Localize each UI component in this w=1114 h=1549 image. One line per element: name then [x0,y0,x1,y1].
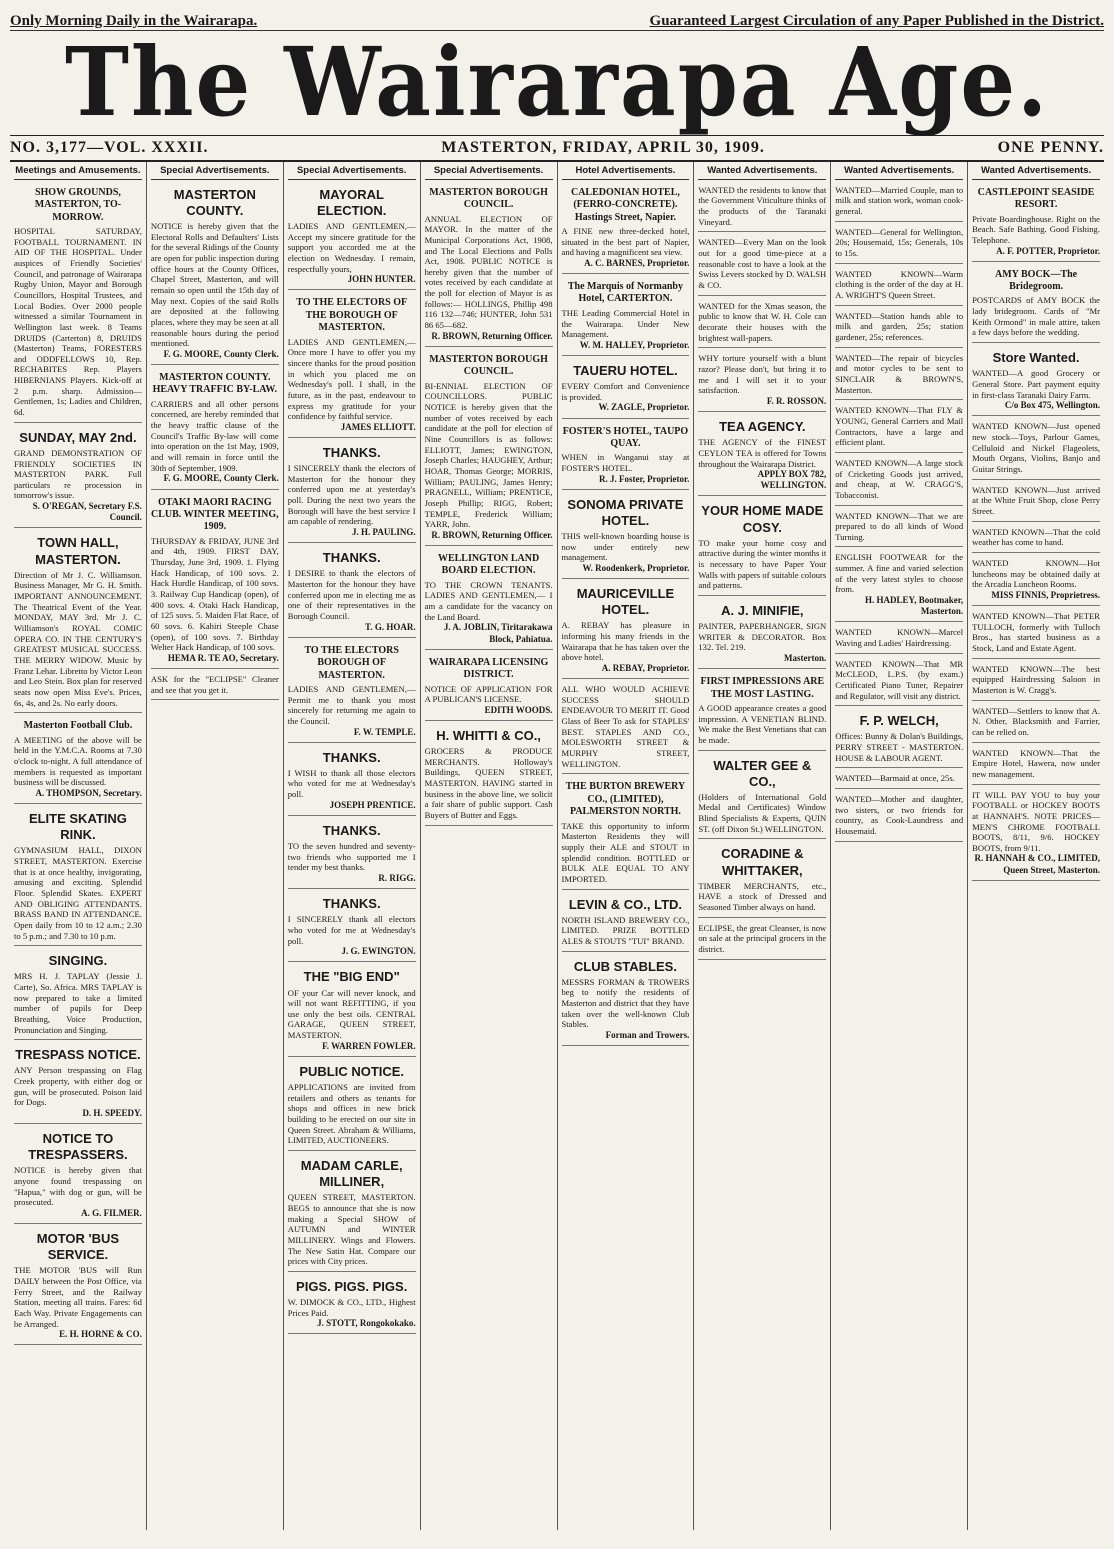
advertisement [835,657,963,707]
advertisement [288,965,416,1057]
advertisement [698,235,826,295]
advertisement-body: GROCERS & PRODUCE MERCHANTS. Holloway's Buildings, QUEEN STREET, MASTERTON. HAVING started in business in the above line, we solicit a fair share of public support. Cash Buyers of Butter and Eggs. [424,746,553,821]
advertisement-title: F. P. WELCH, [859,713,939,729]
advertisement-signature: A. THOMPSON, Secretary. [35,787,142,798]
advertisement-body: A GOOD appearance creates a good impression. A VENETIAN BLIND. We make the Best Venetians that can be made. [698,702,827,745]
advertisement [698,299,826,349]
advertisement-body: TO THE CROWN TENANTS. LADIES AND GENTLEMEN,— I am a candidate for the vacancy on the Land Board. [424,579,553,622]
advertisement-body: ASK for the "ECLIPSE" Cleaner and see that you get it. [150,674,279,695]
advertisement-body: WANTED—General for Wellington, 20s; Housemaid, 15s; Generals, 10s to 15s. [835,226,964,259]
advertisement [562,777,690,889]
advertisement [288,641,416,743]
advertisement-body: WANTED KNOWN—That the cold weather has come to hand. [972,526,1100,548]
advertisement-body: QUEEN STREET, MASTERTON. BEGS to announce that she is now making a Special SHOW of AUTUMN and WINTER MILLINERY. Wings and Flowers. The New Satin Hat. Compare our prices with City prices. [287,1192,416,1267]
advertisement-body: WANTED the residents to know that the Government Viticulture thinks of the products of the Taranaki Vineyard. [698,184,827,227]
advertisement-signature: HEMA R. TE AO, Secretary. [167,652,279,663]
advertisement-signature: W. ZAGLE, Proprietor. [598,402,690,413]
column-heading: Special Advertisements. [288,165,416,180]
advertisement-signature: R. HANNAH & CO., LIMITED, Queen Street, Masterton. [974,853,1100,875]
column-heading: Wanted Advertisements. [835,165,963,180]
column-8 [968,162,1104,1530]
advertisement-signature: F. R. ROSSON. [766,395,827,406]
advertisement [425,653,553,721]
tagline-left: Only Morning Daily in the Wairarapa. [10,13,258,29]
advertisement-signature: H. HADLEY, Bootmaker, Masterton. [865,595,964,617]
advertisement-signature: EDITH WOODS. [484,704,553,715]
advertisement [562,955,690,1047]
advertisement-title: WALTER GEE & CO., [713,757,812,789]
advertisement [972,525,1100,553]
advertisement [562,582,690,679]
advertisement-body: WANTED KNOWN—Marcel Waving and Ladies' Hairdressing. [835,627,964,649]
advertisement-body: WANTED—A good Grocery or General Store. Part payment equity in first-class Taranaki Dairy Farm. [972,368,1100,400]
column-heading: Wanted Advertisements. [698,165,826,180]
advertisement-title: TO THE ELECTORS OF THE BOROUGH OF MASTERTON. [296,297,408,334]
advertisement [835,625,963,653]
advertisement-signature: F. G. MOORE, County Clerk. [163,473,279,484]
advertisement-body: NOTICE is hereby given that the Electoral Rolls and Defaulters' Lists for the several Ridings of the County are open for public inspection during office hours at the County Offices, Chapel Street, Masterton, and will remain so open until the 15th day of May next. Copies of the said Rolls are deposited at the following places, where they may be seen at all reasonable hours during the period mentioned. [150,220,279,349]
advertisement [835,309,963,348]
advertisement-title: MASTERTON COUNTY. [173,186,256,218]
advertisement-title: THANKS. [322,749,381,765]
advertisement-body: A MEETING of the above will be held in the Y.M.C.A. Rooms at 7.30 o'clock to-night. A full attendance of members is requested as important business will be discussed. [14,734,142,788]
advertisement-signature: J. G. EWINGTON. [341,946,416,957]
advertisement [288,441,416,543]
advertisement [14,531,142,713]
advertisement [972,346,1100,416]
advertisement-body: BI-ENNIAL ELECTION OF COUNCILLORS. PUBLIC NOTICE is hereby given that the number of votes received by each candidate at the poll for election of Nine Councillors is as follows: ELLIOTT, James; EWINGTON, Joseph Charles; HAUGHEY, Arthur; HOAR, Thomas George; MORRIS, William; PAULING, James Henry; PRAGNELL, William; PRENTICE, Joseph Phillip; RIGG, Robert; TEMPLE, Frederick William; YARR, John. [424,380,553,530]
advertisement-body: GYMNASIUM HALL, DIXON STREET, MASTERTON. Exercise that is at once healthy, invigorating, amusing and exciting. Splendid Floor. Splendid Skates. EXPERT AND OBLIGING ATTENDANTS. BRASS BAND IN ATTENDANCE. Open daily from 10 to 12 a.m.; 2.30 to 5 p.m.; and 7.30 to 10 p.m. [14,845,142,941]
advertisement-body: TO make your home cosy and attractive during the winter months it is necessary to have Paper Your Walls with papers of suitable colours and patterns. [698,537,827,591]
advertisement-body: IT WILL PAY YOU to buy your FOOTBALL or HOCKEY BOOTS at HANNAH'S. NOTE PRICES— MEN'S CHROME FOOTBALL BOOTS, 8/11, 9/6. HOCKEY BOOTS, from 9/11. [972,789,1100,853]
advertisement-signature: D. H. SPEEDY. [82,1107,142,1118]
advertisement-title: THE BURTON BREWERY CO., (LIMITED), PALMERSTON NORTH. [565,781,686,818]
advertisement [698,183,826,233]
advertisement-title: A. J. MINIFIE, [721,602,804,618]
advertisement-body: THURSDAY & FRIDAY, JUNE 3rd and 4th, 1909. FIRST DAY, Thursday, June 3rd, 1909. 1. Flying Hack Handicap, of 100 sovs. 2. Hack Hurdle Handicap, of 100 sovs. 3. Railway Cup Handicap (open), of 400 sovs. 4. Otaki Hack Handicap, of 125 sovs. 5. Maiden Flat Race, of 60 sovs. 6. Kahiri Steeple Chase (open), of 100 sovs. 7. Birthday Welter Hack Handicap, of 100 sovs. [150,535,279,653]
advertisement [562,422,690,490]
advertisement [14,716,142,804]
advertisement [288,746,416,816]
advertisement-signature: F. WARREN FOWLER. [322,1040,416,1051]
advertisement [14,1127,142,1224]
advertisement-signature: MISS FINNIS, Proprietress. [991,589,1100,600]
column-5 [558,162,695,1530]
advertisement [972,788,1100,881]
advertisement-title: MASTERTON COUNTY. HEAVY TRAFFIC BY-LAW. [152,372,277,396]
advertisement [425,549,553,650]
advertisement-title: CLUB STABLES. [573,958,677,974]
advertisement-body: ENGLISH FOOTWEAR for the summer. A fine and varied selection of the very latest styles to choose from. [835,552,964,595]
advertisement-title: TOWN HALL, MASTERTON. [35,535,121,567]
advertisement [425,350,553,546]
column-2 [147,162,284,1530]
advertisement [972,265,1100,343]
advertisement-body: WANTED KNOWN—That PETER TULLOCH, formerly with Tulloch Bros., has started business as a Stock, Land and Estate Agent. [972,611,1100,653]
advertisement-body: (Holders of International Gold Medal and Certificates) Window Blind Specialists & Experts, QUIN ST. (off Dixon St.) WELLINGTON. [698,791,827,834]
advertisement-body: WANTED—Barmaid at once, 25s. [835,773,955,784]
advertisement-body: NOTICE is hereby given that anyone found trespassing on "Hapua," with dog or gun, will be prosecuted. [14,1165,142,1208]
advertisement [972,609,1100,659]
advertisement [698,842,826,917]
advertisement [835,550,963,622]
advertisement-title: NOTICE TO TRESPASSERS. [28,1131,128,1163]
advertisement-body: WANTED KNOWN—The best equipped Hairdressing Saloon in Masterton is W. Cragg's. [972,663,1100,695]
advertisement-signature: Forman and Trowers. [605,1029,690,1040]
advertisement [698,351,826,412]
advertisement-title: WAIRARAPA LICENSING DISTRICT. [428,656,549,681]
column-heading: Meetings and Amusements. [14,165,142,180]
advertisement-body: THIS well-known boarding house is now under entirely new management. [561,531,690,563]
advertisement [835,456,963,506]
advertisement-body: MRS H. J. TAPLAY (Jessie J. Carte), So. Africa. MRS TAPLAY is now prepared to take a limited number of pupils for Deep Breathing, Voice Production, Pronunciation and Singing. [14,971,142,1035]
advertisement-body: WANTED—Settlers to know that A. N. Other, Blacksmith and Farrier, can be relied on. [972,705,1100,737]
advertisement [151,183,279,365]
advertisement [698,599,826,669]
advertisement-title: THANKS. [322,550,381,566]
advertisement-body: LADIES AND GENTLEMEN,— Accept my sincere gratitude for the support you accorded me at the election on Wednesday. I remain, respectfully yours, [287,220,416,274]
advertisement-title: SHOW GROUNDS, MASTERTON, TO-MORROW. [34,186,122,223]
advertisement-body: TO the seven hundred and seventy-two friends who supported me I tender my best thanks. [287,841,416,873]
advertisement-title: THANKS. [322,822,381,838]
advertisement-signature: A. F. POTTER, Proprietor. [996,245,1100,256]
advertisement [288,546,416,638]
advertisement [288,1154,416,1272]
advertisement-title: TEA AGENCY. [719,419,806,435]
advertisement-body: EVERY Comfort and Convenience is provided. [561,381,690,402]
advertisement-title: MAURICEVILLE HOTEL. [576,586,675,618]
dateline: MASTERTON, FRIDAY, APRIL 30, 1909. [441,139,765,156]
advertisement-body: ANY Person trespassing on Flag Creek property, with either dog or gun, will be prosecuted. Poison laid for Dogs. [14,1065,142,1108]
advertisement-title: WELLINGTON LAND BOARD ELECTION. [437,553,540,577]
advertisement [288,892,416,962]
advertisement [562,682,690,774]
advertisement-signature: T. G. HOAR. [365,621,416,632]
advertisement [972,704,1100,743]
advertisement-title: SUNDAY, MAY 2nd. [19,429,137,445]
advertisement-body: APPLICATIONS are invited from retailers and others as tenants for shops and offices in new brick building to be erected on our site in Queen Street. Abraham & Williams, LIMITED, AUCTIONEERS. [287,1082,416,1146]
column-container [10,162,1104,1530]
advertisement-body: WANTED—Mother and daughter, two sisters, or two friends for country, as Cook-Laundress and Housemaid. [835,794,964,837]
column-heading: Wanted Advertisements. [972,165,1100,180]
advertisement-title: The Marquis of Normanby Hotel, CARTERTON. [567,281,683,305]
advertisement [288,293,416,438]
advertisement-signature: R. RIGG. [378,873,416,884]
advertisement [14,807,142,946]
advertisement [835,771,963,789]
advertisement-signature: R. J. Foster, Proprietor. [598,473,690,484]
advertisement-body: WANTED KNOWN—That we are prepared to do all kinds of Wood Turning. [835,510,964,542]
advertisement [562,277,690,356]
advertisement [698,672,826,750]
advertisement-signature: R. BROWN, Returning Officer. [431,330,553,341]
advertisement-signature: JOSEPH PRENTICE. [329,799,416,810]
advertisement [835,709,963,768]
advertisement-title: THANKS. [322,896,381,912]
advertisement-signature: E. H. HORNE & CO. [59,1329,142,1340]
column-7 [831,162,968,1530]
advertisement [835,267,963,306]
advertisement-body: Offices: Bunny & Dolan's Buildings, PERRY STREET - MASTERTON. HOUSE & LABOUR AGENT. [835,731,964,763]
advertisement-signature: J. H. PAULING. [352,527,416,538]
advertisement [835,351,963,401]
advertisement-body: W. DIMOCK & CO., LTD., Highest Prices Paid. [287,1296,416,1318]
advertisement [698,754,826,840]
advertisement [288,1060,416,1151]
advertisement-signature: JOHN HUNTER. [347,274,416,285]
advertisement-signature: A. C. BARNES, Proprietor. [584,257,690,268]
advertisement [972,746,1100,785]
advertisement [698,499,826,596]
advertisement-body: WHY torture yourself with a blunt razor? Please don't, but bring it to me and I will set it to your satisfaction. [698,353,827,396]
advertisement-body: MESSRS FORMAN & TROWERS beg to notify the residents of Masterton and district that they have taken over the well-known Club Stables. [561,976,690,1030]
advertisement-signature: C/o Box 475, Wellington. [1004,400,1100,411]
advertisement [425,724,553,826]
advertisement-body: WANTED KNOWN—That FLY & YOUNG, General Carriers and Mail Contractors, have a large and efficient plant. [835,405,964,448]
advertisement-signature: S. O'REGAN, Secretary F.S. Council. [32,501,142,523]
advertisement [151,493,279,670]
advertisement-title: Masterton Football Club. [23,720,133,732]
advertisement-body: WANTED—Married Couple, man to milk and station work, woman cook-general. [835,184,964,217]
advertisement [972,556,1100,606]
advertisement-title: H. WHITTI & CO., [436,728,541,744]
advertisement-body: ECLIPSE, the great Cleanser, is now on sale at the principal grocers in the district. [698,922,827,954]
advertisement-body: PAINTER, PAPERHANGER, SIGN WRITER & DECORATOR. Box 132. Tel. 219. [698,621,827,653]
advertisement-body: THE Leading Commercial Hotel in the Wairarapa. Under New Management. [561,307,690,340]
advertisement [562,493,690,579]
advertisement [698,921,826,960]
newspaper-page [10,4,1104,1539]
advertisement-signature: A. G. FILMER. [81,1207,142,1218]
advertisement-body: WANTED KNOWN—A large stock of Cricketing Goods just arrived, and cheap, at W. CRAGG'S, Tobacconist. [835,457,964,500]
advertisement [151,368,279,490]
advertisement [288,819,416,889]
advertisement-body: WANTED KNOWN—That the Empire Hotel, Hawera, now under new management. [972,747,1100,779]
advertisement [835,792,963,842]
advertisement-signature: A. REBAY, Proprietor. [601,662,690,673]
advertisement-body: TIMBER MERCHANTS, etc., HAVE a stock of Dressed and Seasoned Timber always on hand. [698,880,827,912]
advertisement-title: CORADINE & WHITTAKER, [721,846,804,878]
advertisement [835,225,963,264]
advertisement-body: WANTED KNOWN—That MR McCLEOD, L.P.S. (by exam.) Certificated Piano Tuner, Repairer and Regulator, will visit any district. [835,658,964,701]
advertisement-body: WHEN in Wanganui stay at FOSTER'S HOTEL. [561,452,690,473]
column-3 [284,162,421,1530]
advertisement-body: THE AGENCY of the FINEST CEYLON TEA is offered for Towns throughout the Wairarapa District. [698,437,827,469]
issue-row [10,136,1104,162]
advertisement-body: WANTED KNOWN—Just opened new stock—Toys, Parlour Games, Celluloid and Nickel Flageolets, Mouth Organs, Violins, Banjo and Guitar Strings. [972,421,1100,474]
tagline-right: Guaranteed Largest Circulation of any Paper Published in the District. [649,13,1104,29]
advertisement-body: I SINCERELY thank the electors of Masterton for the honour they conferred upon me at yesterday's poll. During the next two years the Borough will have the best service I am capable of rendering. [287,463,416,527]
advertisement-body: WANTED KNOWN—Hot luncheons may be obtained daily at the Arcadia Luncheon Rooms. [972,557,1100,590]
advertisement-title: SONOMA PRIVATE HOTEL. [567,496,684,528]
issue-number: NO. 3,177—VOL. XXXII. [10,139,209,156]
advertisement-signature: F. G. MOORE, County Clerk. [163,348,279,359]
advertisement [14,426,142,529]
advertisement-body: A. REBAY has pleasure in informing his many friends in the Wairarapa that he has taken over the above hotel. [561,620,690,663]
masthead [10,26,1104,138]
advertisement-title: THE "BIG END" [303,969,400,985]
advertisement-title: LEVIN & CO., LTD. [568,896,683,912]
advertisement-title: CALEDONIAN HOTEL, (FERRO-CONCRETE). Hastings Street, Napier. [570,186,680,223]
advertisement-title: YOUR HOME MADE COSY. [701,503,824,535]
advertisement [562,183,690,274]
advertisement-body: ANNUAL ELECTION OF MAYOR. In the matter of the Municipal Corporations Act, 1908, and The Local Elections and Polls Act, 1908. PUBLIC NOTICE is hereby given that the number of votes received by each candidate at the poll for election of Mayor is as follows:— HOLLINGS, Phillip 498 116 132—746; HUNTER, John 531 86 65—682. [424,213,553,331]
advertisement-signature: J. A. JOBLIN, Tiritarakawa Block, Pahiatua. [443,622,553,644]
advertisement [288,1275,416,1335]
advertisement [562,359,690,419]
advertisement-title: PIGS. PIGS. PIGS. [296,1278,408,1294]
advertisement-body: ALL WHO WOULD ACHIEVE SUCCESS SHOULD ENDEAVOUR TO MERIT IT. Good Glass of Beer To ask for STAPLES' BEST. STAPLES AND CO., MOLESWORTH STREET & MURPHY STREET, WELLINGTON. [561,684,690,769]
advertisement-signature: Masterton. [784,653,827,664]
advertisement-title: Store Wanted. [992,350,1080,366]
advertisement [288,183,416,291]
advertisement-title: MOTOR 'BUS SERVICE. [36,1231,120,1263]
advertisement [972,419,1100,479]
advertisement-body: TAKE this opportunity to inform Masterton Residents they will supply their ALE and STOUT in splendid condition. BOTTLED or BULK ALE EQUAL TO ANY IMPORTED. [561,820,690,884]
advertisement-body: LADIES AND GENTLEMEN,— Once more I have to offer you my sincere thanks for the proud position in which you placed me on Wednesday's poll. I shall, in the future, as in the past, endeavour to express my gratitude for your confidence by faithful service. [287,336,416,422]
advertisement-signature: W. Roodenkerk, Proprietor. [582,562,690,573]
advertisement-signature: JAMES ELLIOTT. [340,421,416,432]
advertisement-title: CASTLEPOINT SEASIDE RESORT. [977,186,1095,211]
advertisement-title: THANKS. [322,445,381,460]
column-heading: Special Advertisements. [425,165,553,180]
advertisement [698,415,826,496]
advertisement-signature: F. W. TEMPLE. [353,726,416,737]
column-6 [694,162,831,1530]
advertisement-body: HOSPITAL SATURDAY, FOOTBALL TOURNAMENT. IN AID OF THE HOSPITAL. Under auspices of Friendly Societies' Council, and patronage of Wairarapa Rugby Union, Mayor and Borough Councillors, Hospital Trustees, and Local Bodies. Over 2000 people witnessed a similar Tournament in Wellington last week. 8 Teams DRUIDS (Carterton) 8, DRUIDS (Masterton) Teams, FORESTERS and ODDFELLOWS 10, Rep. RECHABITES Rep. Players HIBERNIANS Players. Kick-off at 2 p.m. sharp. Admission—Gentlemen, 1s; Ladies and Children, 6d. [14,225,142,418]
advertisement [835,183,963,222]
advertisement [972,483,1100,522]
advertisement-body: WANTED—The repair of bicycles and motor cycles to be sent to SINCLAIR & BROWN'S, Masterton. [835,352,964,395]
advertisement-body: WANTED KNOWN—Just arrived at the White Fruit Shop, close Perry Street. [972,484,1100,516]
advertisement-title: PUBLIC NOTICE. [299,1063,405,1079]
advertisement-title: AMY BOCK—The Bridegroom. [994,268,1078,293]
advertisement [151,672,279,700]
column-heading: Hotel Advertisements. [562,165,690,180]
advertisement-body: WANTED—Station hands able to milk and garden, 25s; station gardener, 25s; references. [835,310,964,342]
advertisement-body: WANTED for the Xmas season, the public to know that W. H. Cole can decorate their houses with the brightest wall-papers. [698,300,827,343]
column-heading: Special Advertisements. [151,165,279,180]
advertisement [835,403,963,453]
advertisement-body: I SINCERELY thank all electors who voted for me at Wednesday's poll. [287,914,416,946]
advertisement-body: WANTED—Every Man on the look out for a good time-piece at a reasonable cost to have a look at the Swiss Levers stocked by D. WALSH & CO. [698,237,827,291]
advertisement [425,183,553,347]
advertisement [562,893,690,952]
advertisement-body: A FINE new three-decked hotel, situated in the best part of Napier, and having a magnificent sea view. [561,225,690,258]
advertisement-title: ELITE SKATING RINK. [28,811,127,843]
advertisement [14,1043,142,1124]
advertisement-body: GRAND DEMONSTRATION OF FRIENDLY SOCIETIES IN MASTERTON PARK. Full particulars re procession in tomorrow's issue. [14,447,142,501]
advertisement [14,1227,142,1345]
advertisement-body: LADIES AND GENTLEMEN,— Permit me to thank you most sincerely for returning me again to the Council. [287,683,416,726]
advertisement-body: WANTED KNOWN—Warm clothing is the order of the day at H. A. WRIGHT'S Queen Street. [835,268,964,301]
advertisement-body: OF your Car will never knock, and will not want REFITTING, if you use only the best oils. CENTRAL GARAGE, QUEEN STREET, MASTERTON. [287,987,416,1041]
advertisement-title: MAYORAL ELECTION. [317,186,387,218]
advertisement-signature: R. BROWN, Returning Officer. [431,529,553,540]
advertisement [14,949,142,1040]
advertisement-body: Private Boardinghouse. Right on the Beach. Safe Bathing. Good Fishing. Telephone. [972,213,1100,245]
advertisement-title: MADAM CARLE, MILLINER, [300,1158,403,1190]
column-1 [10,162,147,1530]
advertisement-title: TRESPASS NOTICE. [15,1047,141,1063]
advertisement-body: I WISH to thank all those electors who voted for me at Wednesday's poll. [287,767,416,800]
advertisement [14,183,142,423]
advertisement-title: SINGING. [48,953,108,969]
advertisement-title: FOSTER'S HOTEL, TAUPO QUAY. [562,425,689,449]
advertisement-title: TAUERU HOTEL. [573,362,678,378]
advertisement-body: I DESIRE to thank the electors of Masterton for the honour they have conferred upon me in electing me as one of their representatives in the Borough Council. [287,568,416,621]
advertisement-body: THE MOTOR 'BUS will Run DAILY between the Post Office, via Ferry Street, and the Railway Station, meeting all trains. Fares: 6d Each Way. Private Engagements can be Arranged. [14,1265,142,1329]
advertisement-signature: APPLY BOX 782, WELLINGTON. [757,469,827,491]
advertisement-body: POSTCARDS of AMY BOCK the lady bridegroom. Cards of "Mr Keith Ormond" in male attire, taken a few days before the wedding. [972,295,1100,338]
advertisement-title: MASTERTON BOROUGH COUNCIL. [429,353,548,378]
advertisement-body: CARRIERS and all other persons concerned, are hereby reminded that the heavy traffic clause of the Council's Traffic By-law will come into operation on the 1st May, 1909, and will remain in force until the 30th of September, 1909. [150,398,279,473]
advertisement-title: FIRST IMPRESSIONS ARE THE MOST LASTING. [700,676,825,700]
advertisement-title: OTAKI MAORI RACING CLUB. WINTER MEETING, 1909. [151,496,279,533]
advertisement-title: TO THE ELECTORS BOROUGH OF MASTERTON. [304,644,399,681]
column-4 [421,162,558,1530]
advertisement-body: Direction of Mr J. C. Williamson. Business Manager, Mr G. H. Smith. IMPORTANT ANNOUNCEMENT. The Theatrical Event of the Year. MONDAY, MAY 3rd. Mr J. C. Williamson's ROYAL COMIC OPERA CO. IN THE CENTURY'S GREATEST MUSICAL SUCCESS. THE MERRY WIDOW. Music by Franz Lehar. Libretto by Victor Leon and Leo Stein. Box plan for reserved seats now open Miss Eve's. Prices, 6s, 4s, and 2s. No early doors. [14,569,142,708]
advertisement [972,183,1100,262]
advertisement-body: NOTICE OF APPLICATION FOR A PUBLICAN'S LICENSE. [424,683,553,705]
advertisement [972,662,1100,701]
advertisement [835,509,963,548]
advertisement-body: NORTH ISLAND BREWERY CO., LIMITED. PRIZE BOTTLED ALES & STOUTS "TUI" BRAND. [561,914,690,946]
masthead-title: The Wairarapa Age. [64,26,1050,138]
advertisement-signature: J. STOTT, Rongokokako. [317,1318,416,1329]
advertisement-signature: W. M. HALLEY, Proprietor. [579,339,690,350]
advertisement-title: MASTERTON BOROUGH COUNCIL. [429,186,548,211]
price: ONE PENNY. [997,139,1104,156]
